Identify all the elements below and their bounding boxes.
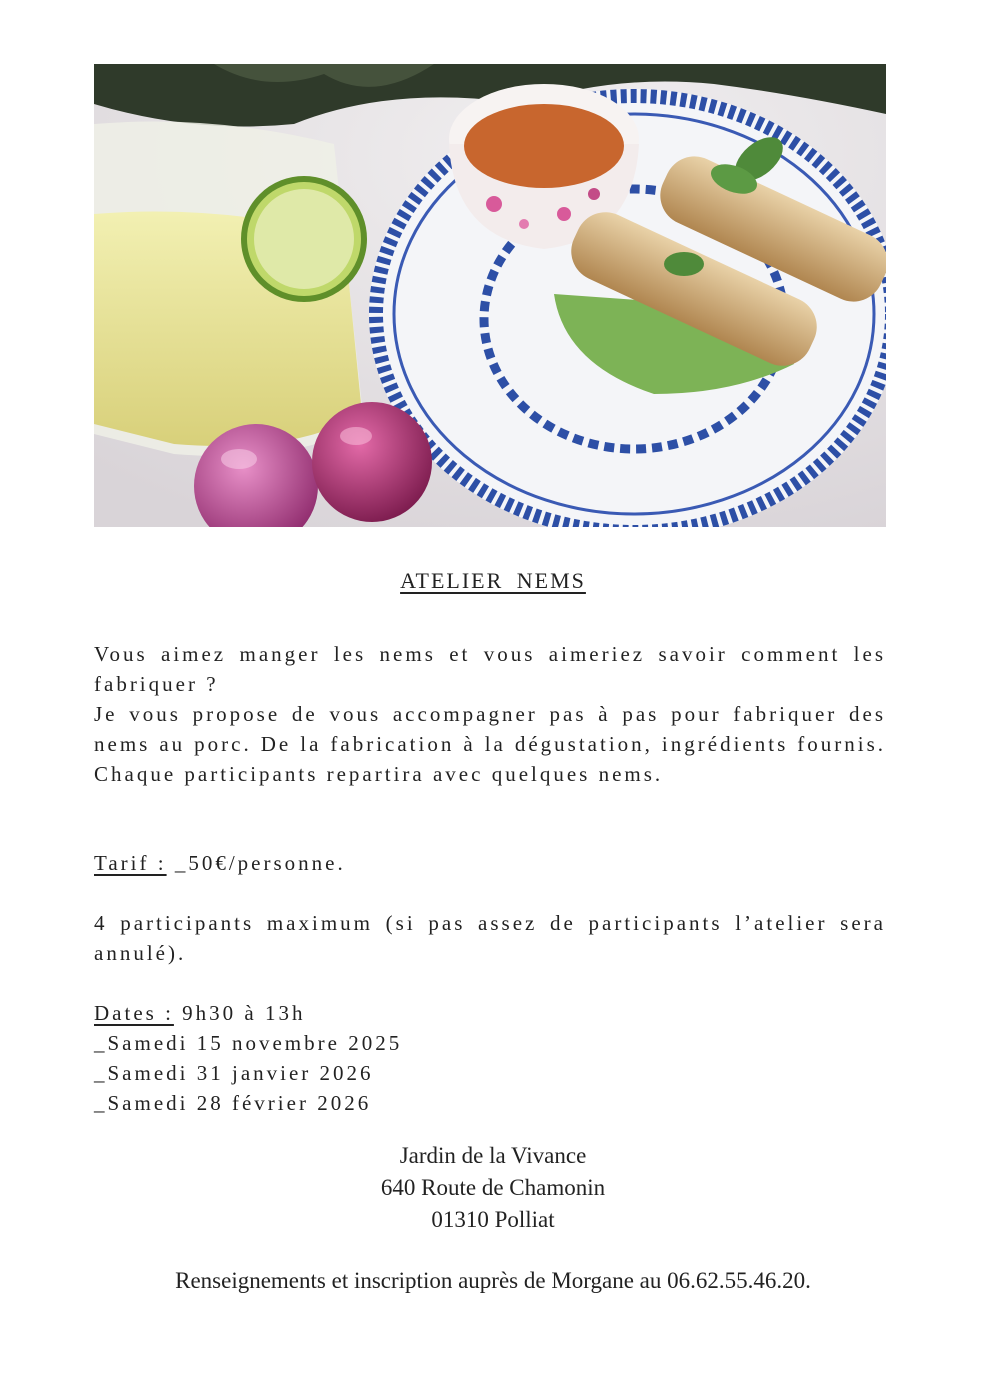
dates-block (94, 998, 886, 1118)
dates-hours: 9h30 à 13h (173, 1001, 306, 1025)
event-photo (94, 64, 886, 527)
contact-line: Renseignements et inscription auprès de Morgane au 06.62.55.46.20. (175, 1268, 811, 1293)
page-title: ATELIER NEMS (400, 568, 586, 593)
address-name: Jardin de la Vivance (399, 1143, 587, 1168)
intro-line-question: Vous aimez manger les nems et vous aimeriez savoir comment les fabriquer ? (94, 642, 886, 696)
date-item: _Samedi 31 janvier 2026 (94, 1061, 374, 1085)
intro-line-description: Je vous propose de vous accompagner pas à pas pour fabriquer des nems au porc. De la fabrication à la dégustation, ingrédients fournis. Chaque participants repartira avec quelques nems. (94, 702, 886, 786)
address-street: 640 Route de Chamonin (380, 1175, 606, 1200)
tarif-label: Tarif : (94, 851, 167, 875)
date-item: _Samedi 15 novembre 2025 (94, 1031, 403, 1055)
date-item: _Samedi 28 février 2026 (94, 1091, 372, 1115)
address-city: 01310 Polliat (431, 1207, 555, 1232)
address-block (0, 1140, 986, 1236)
participants-text: 4 participants maximum (si pas assez de participants l’atelier sera annulé). (94, 911, 886, 965)
tarif-value: _50€/personne. (166, 851, 346, 875)
tarif-line (94, 848, 886, 878)
intro-text (94, 639, 886, 789)
dates-header (94, 998, 886, 1028)
dates-label: Dates : (94, 1001, 174, 1025)
